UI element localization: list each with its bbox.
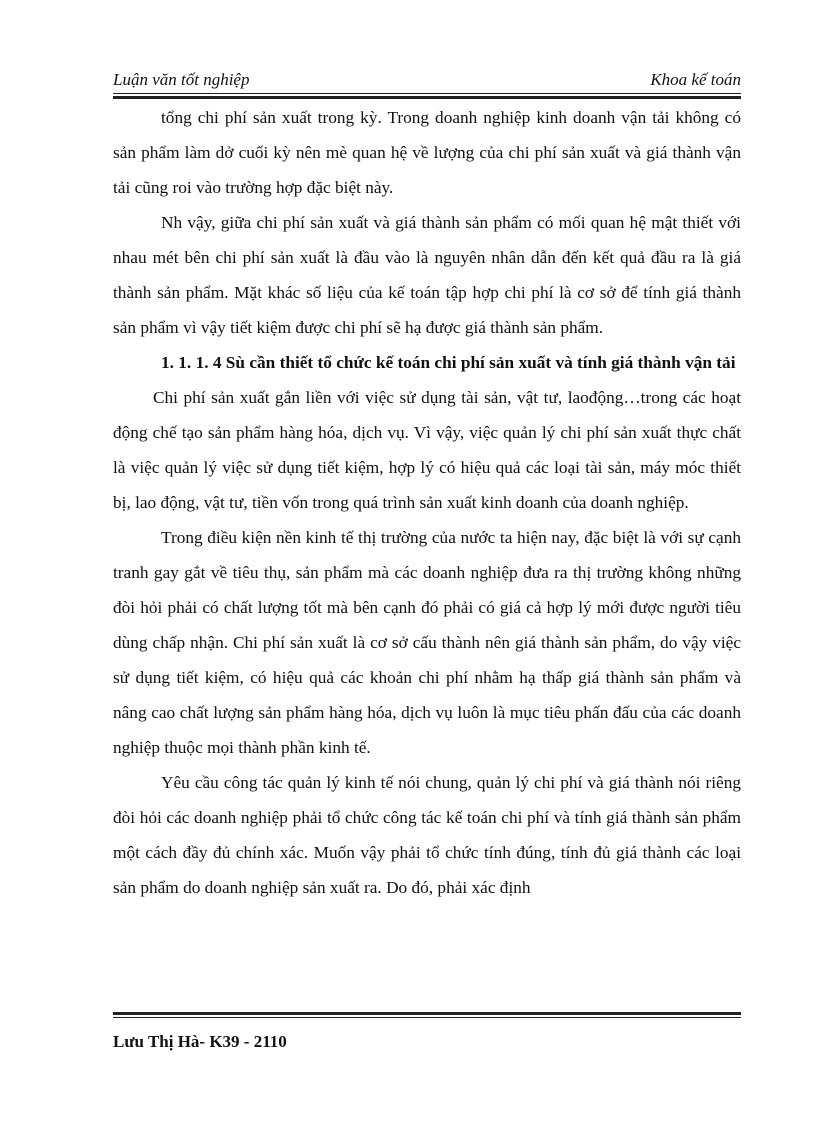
paragraph-continuation: tổng chi phí sản xuất trong kỳ. Trong doanh nghiệp kinh doanh vận tải không có sản phẩm làm dở cuối kỳ nên mè quan hệ về lượng của chi phí sản xuất và giá thành vận tải cũng roi vào trường hợp đặc biệt này. [113, 108, 741, 197]
paragraph-cost-management: Chi phí sản xuất gắn liền với việc sử dụng tài sản, vật tư, laođộng…trong các hoạt động chế tạo sản phẩm hàng hóa, dịch vụ. Vì vậy, việc quản lý chi phí sản xuất thực chất là việc quản lý việc sử dụng tiết kiệm, hợp lý có hiệu quả các loại tài sản, máy móc thiết bị, lao động, vật tư, tiền vốn trong quá trình sản xuất kinh doanh của doanh nghiệp. [113, 388, 741, 512]
header-rule-thick [113, 96, 741, 99]
header-thesis-label: Luận văn tốt nghiệp [113, 70, 250, 89]
footer-rule-thin [113, 1017, 741, 1018]
page-header [113, 70, 741, 92]
paragraph-requirements: Yêu cầu công tác quản lý kinh tế nói chung, quản lý chi phí và giá thành nói riêng đòi hỏi các doanh nghiệp phải tổ chức công tác kế toán chi phí và tính giá thành sản phẩm một cách đầy đủ chính xác. Muốn vậy phải tổ chức tính đúng, tính đủ giá thành các loại sản phẩm do doanh nghiệp sản xuất ra. Do đó, phải xác định [113, 773, 741, 897]
section-heading: 1. 1. 1. 4 Sù cần thiết tổ chức kế toán chi phí sản xuất và tính giá thành vận tải [161, 353, 736, 372]
footer-author: Lưu Thị Hà- K39 - 2110 [113, 1032, 287, 1051]
paragraph-relationship: Nh vậy, giữa chi phí sản xuất và giá thành sản phẩm có mối quan hệ mật thiết với nhau mét bên chi phí sản xuất là đầu vào là nguyên nhân dẫn đến kết quả đầu ra là giá thành sản phẩm. Mặt khác số liệu của kế toán tập hợp chi phí là cơ sở để tính giá thành sản phẩm vì vậy tiết kiệm được chi phí sẽ hạ được giá thành sản phẩm. [113, 213, 741, 337]
paragraph-market-conditions: Trong điều kiện nền kinh tế thị trường của nước ta hiện nay, đặc biệt là với sự cạnh tranh gay gắt về tiêu thụ, sản phẩm mà các doanh nghiệp đưa ra thị trường không những đòi hỏi phải có chất lượng tốt mà bên cạnh đó phải có giá cả hợp lý mới được người tiêu dùng chấp nhận. Chi phí sản xuất là cơ sở cấu thành nên giá thành sản phẩm, do vậy việc sử dụng tiết kiệm, có hiệu quả các khoản chi phí nhằm hạ thấp giá thành sản phẩm và nâng cao chất lượng sản phẩm hàng hóa, dịch vụ luôn là mục tiêu phấn đấu của các doanh nghiệp thuộc mọi thành phần kinh tế. [113, 528, 741, 757]
header-rule-thin [113, 93, 741, 94]
document-body [113, 100, 741, 905]
header-faculty-label: Khoa kế toán [650, 70, 741, 89]
footer-rule-thick [113, 1012, 741, 1015]
